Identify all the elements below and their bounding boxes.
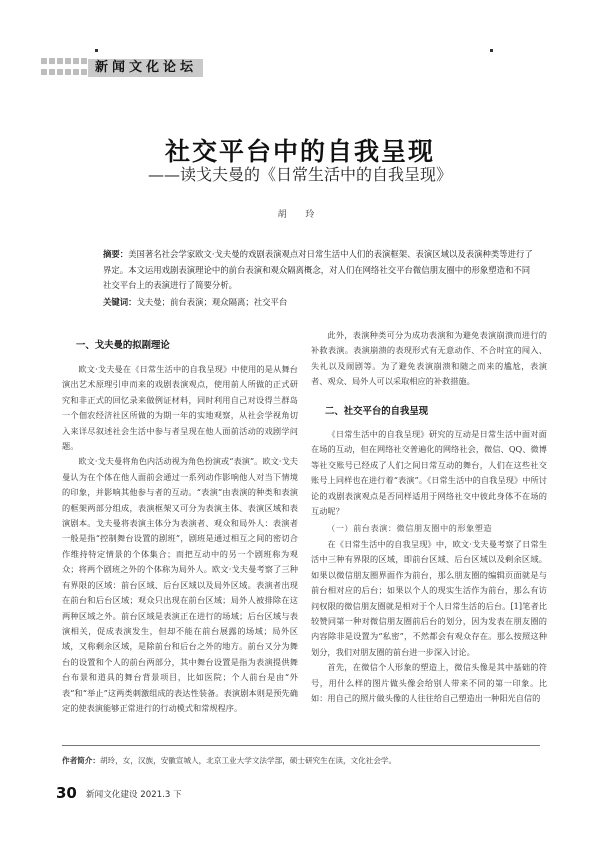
abstract [103,247,535,294]
author-note-text: 胡玲，女，汉族，安徽宣城人，北京工业大学文法学部，硕士研究生在读，文化社会学。 [99,756,397,765]
author-name: 胡 玲 [277,210,323,220]
article-title: 社交平台中的自我呈现 [164,137,435,166]
journal-info: 新闻文化建设 2021.3 下 [86,790,182,800]
abstract-text: 美国著名社会学家欧文·戈夫曼的戏剧表演观点对日常生活中人们的表演框架、表演区域以及表演种类等进行了界定。本文运用戏剧表演理论中的前台表演和观众隔离概念，对人们在网络社交平台微信朋友圈中的形象塑造和不同社交平台上的表演进行了简要分析。 [103,249,533,290]
section-heading-1: 一、戈夫曼的拟剧理论 [76,340,170,351]
keywords [103,295,535,310]
page-number: 30 [56,784,77,802]
corner-mark [490,49,493,52]
section-label: 新闻文化论坛 [95,60,198,75]
left-column [62,362,298,716]
keywords-label: 关键词： [103,297,137,307]
footnote-rule [62,745,540,746]
article-subtitle: ——读戈夫曼的《日常生活中的自我呈现》 [147,165,452,184]
author-note-label: 作者简介： [62,756,100,765]
paragraph: 《日常生活中的自我呈现》研究的互动是日常生活中面对面在场的互动，但在网络社交普遍化的网络社会，微信、QQ、微博等社交账号已经成了人们之间日常互动的舞台，人们在这些社交账号上同样也在进行着“表演”。《日常生活中的自我呈现》中所讨论的戏剧表演观点是否同样适用于网络社交中彼此身体不在场的互动呢？ [311,429,547,517]
paragraph: 此外，表演种类可分为成功表演和为避免表演崩溃而进行的补救表演。表演崩溃的表现形式有无意动作、不合时宜的闯入、失礼以及闹剧等。为了避免表演崩溃和随之而来的尴尬，表演者、观众、局外人可以采取相应的补救措施。 [311,330,547,387]
header-pattern-decoration [40,57,88,79]
section-heading-2: 二、社交平台的自我呈现 [325,405,429,417]
subsection-heading: （一）前台表演：微信朋友圈中的形象塑造 [327,523,493,534]
keywords-text: 戈夫曼；前台表演；观众隔离；社交平台 [136,297,288,307]
abstract-label: 摘要： [103,249,129,259]
paragraph: 欧文·戈夫曼在《日常生活中的自我呈现》中使用的是从舞台演出艺术原理引申而来的戏剧表演观点，使用前人所做的正式研究和非正式的回忆录来做例证材料，同时利用自己对设得兰群岛一个佃农经济社区所做的为期一年的实地观察，从社会学视角切入来详尽叙述社会生活中参与者呈现在他人面前活动的戏剧学问题。 [62,364,298,452]
author-note [62,755,540,766]
paragraph: 首先，在微信个人形象的塑造上，微信头像是其中基础的符号，用什么样的图片做头像会给别人带来不同的第一印象。比如：用自己的照片做头像的人往往给自己塑造出一种阳光自信的 [311,662,547,703]
corner-mark [95,49,98,52]
paragraph: 在《日常生活中的自我呈现》中，欧文·戈夫曼考察了日常生活中三种有界限的区域，即前台区域、后台区域以及剩余区域。如果以微信朋友圈界面作为前台，那么朋友圈的编辑页面就是与前台相对应的后台；如果以个人的现实生活作为前台，那么有访问权限的微信朋友圈就是相对于个人日常生活的后台。[1]笔者比较赞同第一种对微信朋友圈前后台的划分，因为发表在朋友圈的内容除非是设置为“私密”，不然都会有观众存在。那么按照这种划分，我们对朋友圈的前台进一步深入讨论。 [311,538,547,657]
paragraph: 欧文·戈夫曼将角色内活动视为角色扮演或“表演”。欧文·戈夫曼认为在个体在他人面前会通过一系列动作影响他人对当下情境的印象，并影响其他参与者的互动。“表演”由表演的种类和表演的框架两部分组成，表演框架又可分为表演主体、表演区域和表演剧本。戈夫曼将表演主体分为表演者、观众和局外人：表演者一般是指“控制舞台设置的剧班”，剧班是通过相互之间的密切合作维持特定情景的个体集合；而把互动中的另一个剧班称为观众；将两个剧班之外的个体称为局外人。欧文·戈夫曼考察了三种有界限的区域：前台区域、后台区域以及局外区域。表演者出现在前台和后台区域；观众只出现在前台区域；局外人被排除在这两种区域之外。前台区域是表演正在进行的场域；后台区域与表演相关，促成表演发生，但却不能在前台展露的场域；局外区域，又称剩余区域，是除前台和后台之外的地方。前台又分为舞台的设置和个人的前台两部分，其中舞台设置是指为表演提供舞台布景和道具的舞台背景项目，比如医院；个人前台是由“外表”和“举止”这两类刺激组成的表达性装备。表演剧本则是预先确定的使表演能够正常进行的行动模式和常规程序。 [62,456,298,713]
right-column [311,328,547,706]
